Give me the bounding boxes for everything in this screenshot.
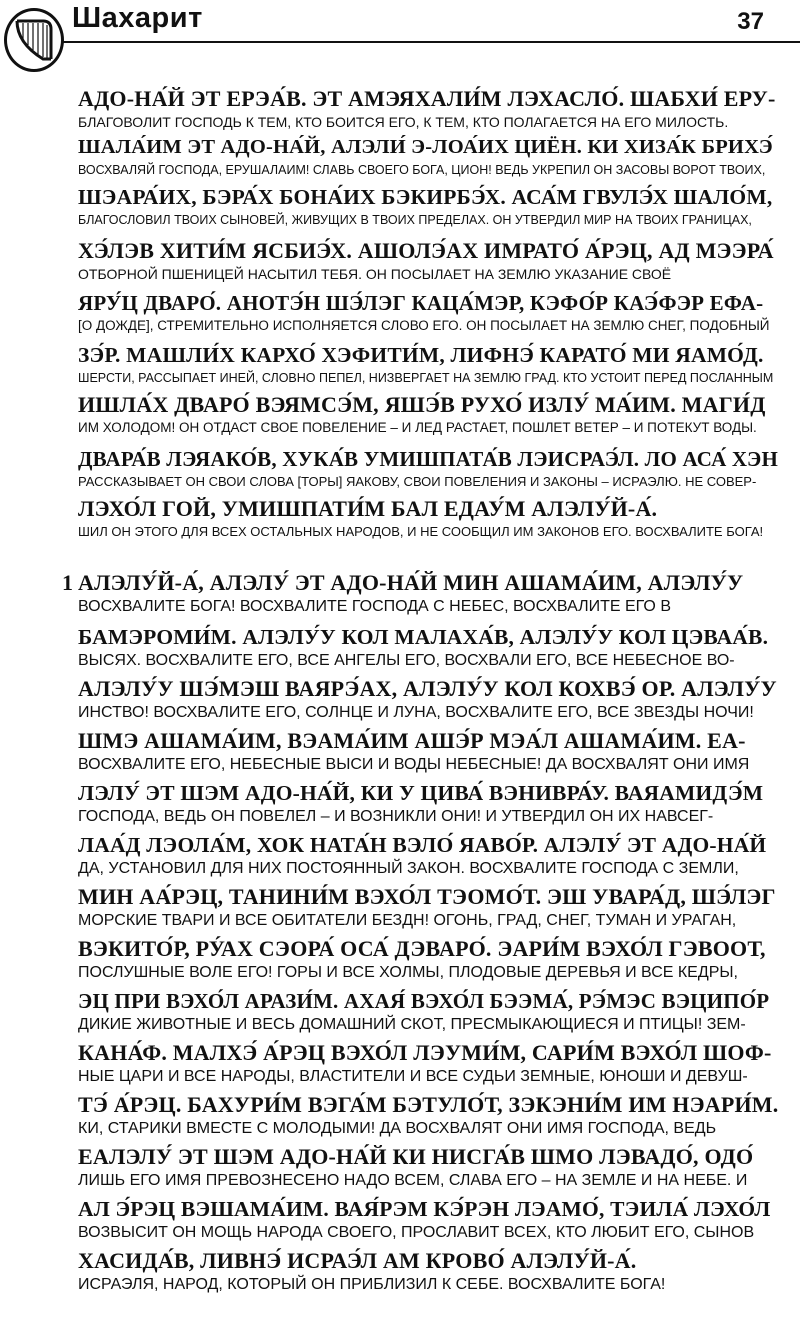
translation: БЛАГОСЛОВИЛ ТВОИХ СЫНОВЕЙ, ЖИВУЩИХ В ТВОИХ ПРЕДЕЛАХ. ОН УТВЕРДИЛ МИР НА ТВОИХ ГРАНИЦАХ, [78, 213, 752, 227]
verse-line [78, 446, 778, 491]
verse-line [78, 184, 778, 229]
translation: ИСРАЭЛЯ, НАРОД, КОТОРЫЙ ОН ПРИБЛИЗИЛ К СЕБЕ. ВОСХВАЛИТЕ БОГА! [78, 1276, 666, 1293]
verse-line [78, 1196, 778, 1243]
translation: ИНСТВО! ВОСХВАЛИТЕ ЕГО, СОЛНЦЕ И ЛУНА, ВОСХВАЛИТЕ ЕГО, ВСЕ ЗВЕЗДЫ НОЧИ! [78, 704, 754, 721]
transliteration: ВЭКИТО́Р, РУ́АХ СЭОРА́ ОСА́ ДЭВАРО́. ЭАРИ́М ВЭХО́Л ГЭВООТ, [78, 936, 766, 961]
transliteration: ЛЭХО́Л ГОЙ, УМИШПАТИ́М БАЛ ЕДАУ́М АЛЭЛУ́Й-А́. [78, 496, 658, 521]
transliteration: ЗЭ́Р. МАШЛИ́Х КАРХО́ ХЭФИТИ́М, ЛИФНЭ́ КАРАТО́ МИ ЯАМО́Д. [78, 343, 764, 367]
transliteration: АЛЭЛУ́Й-А́, АЛЭЛУ́ ЭТ АДО-НА́Й МИН АШАМА́ИМ, АЛЭЛУ́У [78, 570, 744, 595]
translation: ОТБОРНОЙ ПШЕНИЦЕЙ НАСЫТИЛ ТЕБЯ. ОН ПОСЫЛАЕТ НА ЗЕМЛЮ УКАЗАНИЕ СВОЁ [78, 266, 672, 282]
header-rule [62, 41, 800, 43]
transliteration: ХАСИДА́В, ЛИВНЭ́ ИСРАЭ́Л АМ КРОВО́ АЛЭЛУ́Й-А́. [78, 1248, 637, 1273]
verse-line [78, 1144, 778, 1191]
translation: ИМ ХОЛОДОМ! ОН ОТДАСТ СВОЕ ПОВЕЛЕНИЕ – И ЛЕД РАСТАЕТ, ПОШЛЕТ ВЕТЕР – И ПОТЕКУТ ВОДЫ. [78, 420, 757, 435]
translation: ПОСЛУШНЫЕ ВОЛЕ ЕГО! ГОРЫ И ВСЕ ХОЛМЫ, ПЛОДОВЫЕ ДЕРЕВЬЯ И ВСЕ КЕДРЫ, [78, 964, 738, 981]
translation: ДА, УСТАНОВИЛ ДЛЯ НИХ ПОСТОЯННЫЙ ЗАКОН. ВОСХВАЛИТЕ ГОСПОДА С ЗЕМЛИ, [78, 860, 739, 877]
verse-line [78, 832, 778, 879]
section-number: 1 [62, 570, 73, 595]
transliteration: ЕАЛЭЛУ́ ЭТ ШЭМ АДО-НА́Й КИ НИСГА́В ШМО ЛЭВАДО́, ОДО́ [78, 1144, 754, 1169]
transliteration: ЛАА́Д ЛЭОЛА́М, ХОК НАТА́Н ВЭЛО́ ЯАВО́Р. АЛЭЛУ́ ЭТ АДО-НА́Й [78, 833, 767, 857]
translation: ГОСПОДА, ВЕДЬ ОН ПОВЕЛЕЛ – И ВОЗНИКЛИ ОНИ! И УТВЕРДИЛ ОН ИХ НАВСЕГ- [78, 808, 714, 825]
translation: ШЕРСТИ, РАССЫПАЕТ ИНЕЙ, СЛОВНО ПЕПЕЛ, НИЗВЕРГАЕТ НА ЗЕМЛЮ ГРАД. КТО УСТОИТ ПЕРЕД ПОСЛАННЫМ [78, 371, 774, 385]
translation: ВЫСЯХ. ВОСХВАЛИТЕ ЕГО, ВСЕ АНГЕЛЫ ЕГО, ВОСХВАЛИ ЕГО, ВСЕ НЕБЕСНОЕ ВО- [78, 652, 735, 669]
transliteration: БАМЭРОМИ́М. АЛЭЛУ́У КОЛ МАЛАХА́В, АЛЭЛУ́У КОЛ ЦЭВАА́В. [78, 625, 769, 649]
transliteration: ШМЭ АШАМА́ИМ, ВЭАМА́ИМ АШЭ́Р МЭА́Л АШАМА́ИМ. ЕА- [78, 728, 746, 753]
transliteration: КАНА́Ф. МАЛХЭ́ А́РЭЦ ВЭХО́Л ЛЭУМИ́М, САРИ́М ВЭХО́Л ШОФ- [78, 1040, 772, 1065]
transliteration: ЛЭЛУ́ ЭТ ШЭМ АДО-НА́Й, КИ У ЦИВА́ ВЭНИВРА́У. ВАЯАМИДЭ́М [78, 781, 764, 805]
verse-line [78, 780, 778, 827]
transliteration: АЛЭЛУ́У ШЭ́МЭШ ВАЯРЭ́АХ, АЛЭЛУ́У КОЛ КОХВЭ́ ОР. АЛЭЛУ́У [78, 676, 777, 701]
verse-line [78, 570, 778, 617]
transliteration: ШАЛА́ИМ ЭТ АДО-НА́Й, АЛЭЛИ́ Э-ЛОА́ИХ ЦИЁН. КИ ХИЗА́К БРИХЭ́ [78, 136, 773, 158]
verse-line [78, 728, 778, 775]
verse-line [78, 134, 778, 179]
transliteration: АДО-НА́Й ЭТ ЕРЭА́В. ЭТ АМЭЯХАЛИ́М ЛЭХАСЛО́. ШАБХИ́ ЕРУ- [78, 86, 776, 111]
translation: ВОЗВЫСИТ ОН МОЩЬ НАРОДА СВОЕГО, ПРОСЛАВИТ ВСЕХ, КТО ЛЮБИТ ЕГО, СЫНОВ [78, 1224, 755, 1241]
page-header [0, 0, 800, 80]
verse-line [78, 1248, 778, 1295]
transliteration: ДВАРА́В ЛЭЯАКО́В, ХУКА́В УМИШПАТА́В ЛЭИСРАЭ́Л. ЛО АСА́ ХЭН [78, 447, 778, 471]
transliteration: ЯРУ́Ц ДВАРО́. АНОТЭ́Н ШЭ́ЛЭГ КАЦА́МЭР, КЭФО́Р КАЭ́ФЭР ЕФА- [78, 291, 764, 315]
translation: НЫЕ ЦАРИ И ВСЕ НАРОДЫ, ВЛАСТИТЕЛИ И ВСЕ СУДЬИ ЗЕМНЫЕ, ЮНОШИ И ДЕВУШ- [78, 1068, 748, 1085]
transliteration: МИН АА́РЭЦ, ТАНИНИ́М ВЭХО́Л ТЭОМО́Т. ЭШ УВАРА́Д, ШЭ́ЛЭГ [78, 884, 776, 909]
harp-logo [4, 8, 64, 72]
translation: КИ, СТАРИКИ ВМЕСТЕ С МОЛОДЫМИ! ДА ВОСХВАЛЯТ ОНИ ИМЯ ГОСПОДА, ВЕДЬ [78, 1120, 717, 1137]
transliteration: ШЭАРА́ИХ, БЭРА́Х БОНА́ИХ БЭКИРБЭ́Х. АСА́М ГВУЛЭ́Х ШАЛО́М, [78, 185, 773, 209]
translation: ВОСХВАЛЯЙ ГОСПОДА, ЕРУШАЛАИМ! СЛАВЬ СВОЕГО БОГА, ЦИОН! ВЕДЬ УКРЕПИЛ ОН ЗАСОВЫ ВОРОТ ТВОИХ, [78, 163, 766, 177]
translation: ВОСХВАЛИТЕ БОГА! ВОСХВАЛИТЕ ГОСПОДА С НЕБЕС, ВОСХВАЛИТЕ ЕГО В [78, 598, 671, 615]
verse-line [78, 1092, 778, 1139]
translation: [О ДОЖДЕ], СТРЕМИТЕЛЬНО ИСПОЛНЯЕТСЯ СЛОВО ЕГО. ОН ПОСЫЛАЕТ НА ЗЕМЛЮ СНЕГ, ПОДОБНЫЙ [78, 318, 770, 333]
translation: БЛАГОВОЛИТ ГОСПОДЬ К ТЕМ, КТО БОИТСЯ ЕГО, К ТЕМ, КТО ПОЛАГАЕТСЯ НА ЕГО МИЛОСТЬ. [78, 114, 729, 130]
verse-line [78, 238, 778, 283]
verse-line [78, 392, 778, 437]
verse-line [78, 988, 778, 1035]
transliteration: АЛ Э́РЭЦ ВЭШАМА́ИМ. ВАЯ́РЭМ КЭ́РЭН ЛЭАМО́, ТЭИЛА́ ЛЭХО́Л [78, 1197, 771, 1221]
verse-line [78, 496, 778, 541]
translation: ЛИШЬ ЕГО ИМЯ ПРЕВОЗНЕСЕНО НАДО ВСЕМ, СЛАВА ЕГО – НА ЗЕМЛЕ И НА НЕБЕ. И [78, 1172, 748, 1189]
translation: РАССКАЗЫВАЕТ ОН СВОИ СЛОВА [ТОРЫ] ЯАКОВУ, СВОИ ПОВЕЛЕНИЯ И ЗАКОНЫ – ИСРАЭЛЮ. НЕ СОВЕР- [78, 474, 757, 489]
transliteration: ТЭ́ А́РЭЦ. БАХУРИ́М ВЭГА́М БЭТУЛО́Т, ЗЭКЭНИ́М ИМ НЭАРИ́М. [78, 1092, 779, 1117]
verse-line [78, 1040, 778, 1087]
harp-icon [13, 17, 55, 63]
verse-line [78, 884, 778, 931]
translation: ШИЛ ОН ЭТОГО ДЛЯ ВСЕХ ОСТАЛЬНЫХ НАРОДОВ, И НЕ СООБЩИЛ ИМ ЗАКОНОВ ЕГО. ВОСХВАЛИТЕ БОГА! [78, 524, 764, 539]
verse-line [78, 624, 778, 671]
verse-line [78, 676, 778, 723]
translation: ВОСХВАЛИТЕ ЕГО, НЕБЕСНЫЕ ВЫСИ И ВОДЫ НЕБЕСНЫЕ! ДА ВОСХВАЛЯТ ОНИ ИМЯ [78, 756, 750, 773]
transliteration: ИШЛА́Х ДВАРО́ ВЭЯМСЭ́М, ЯШЭ́В РУХО́ ИЗЛУ́ МА́ИМ. МАГИ́Д [78, 392, 766, 417]
transliteration: ЭЦ ПРИ ВЭХО́Л АРАЗИ́М. АХАЯ́ ВЭХО́Л БЭЭМА́, РЭ́МЭС ВЭЦИПО́Р [78, 989, 770, 1013]
verse-line [78, 86, 778, 131]
verse-line [78, 290, 778, 335]
verse-line [78, 936, 778, 983]
page-number: 37 [737, 8, 764, 35]
verse-line [78, 342, 778, 387]
page-title: Шахарит [72, 2, 203, 34]
transliteration: ХЭ́ЛЭВ ХИТИ́М ЯСБИЭ́Х. АШОЛЭ́АХ ИМРАТО́ А́РЭЦ, АД МЭЭРА́ [78, 238, 774, 263]
translation: МОРСКИЕ ТВАРИ И ВСЕ ОБИТАТЕЛИ БЕЗДН! ОГОНЬ, ГРАД, СНЕГ, ТУМАН И УРАГАН, [78, 912, 737, 929]
translation: ДИКИЕ ЖИВОТНЫЕ И ВЕСЬ ДОМАШНИЙ СКОТ, ПРЕСМЫКАЮЩИЕСЯ И ПТИЦЫ! ЗЕМ- [78, 1016, 746, 1033]
